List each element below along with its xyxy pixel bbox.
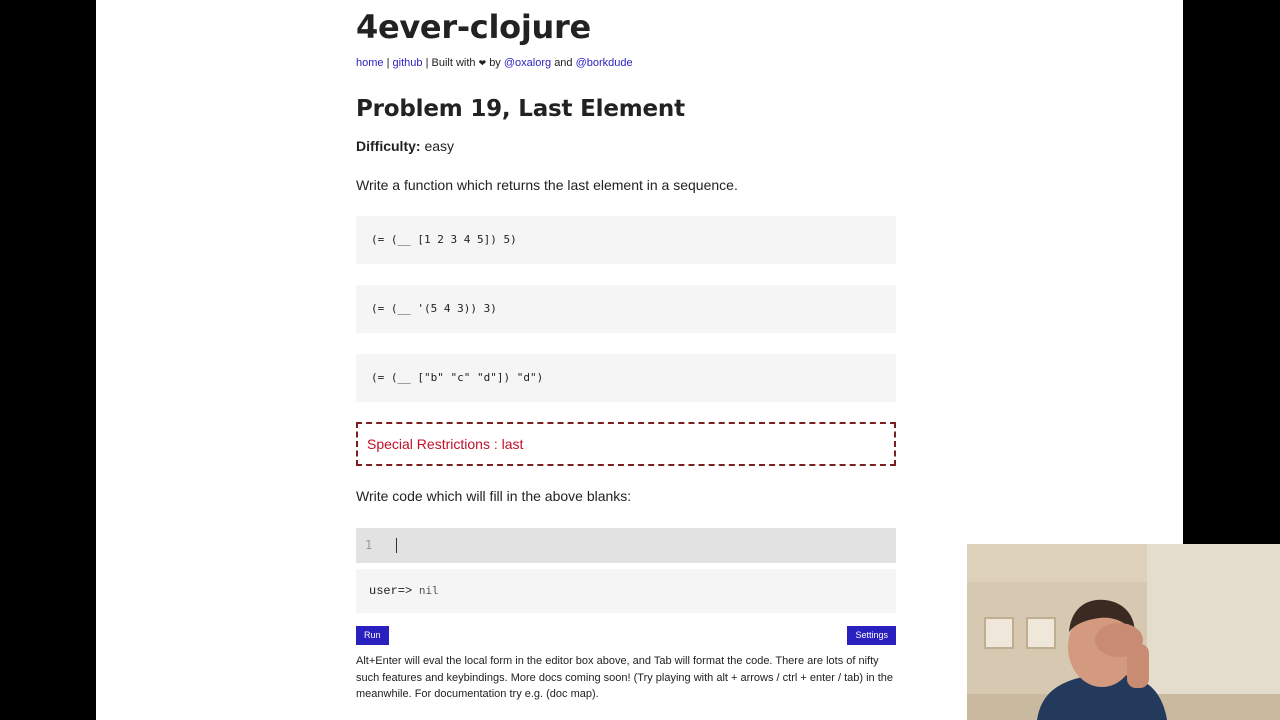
- webcam-video: [967, 544, 1280, 720]
- test-case: (= (__ [1 2 3 4 5]) 5): [356, 216, 896, 264]
- code-editor[interactable]: [356, 528, 896, 563]
- editor-instruction: Write code which will fill in the above blanks:: [356, 488, 632, 504]
- repl-result: nil: [418, 584, 439, 597]
- problem-description: Write a function which returns the last element in a sequence.: [356, 177, 738, 193]
- nav-separator: |: [386, 57, 390, 69]
- difficulty: [356, 138, 454, 154]
- test-case: (= (__ '(5 4 3)) 3): [356, 285, 896, 333]
- author-oxalorg-link[interactable]: @oxalorg: [503, 57, 552, 69]
- repl-output: [356, 569, 896, 613]
- test-case: (= (__ ["b" "c" "d"]) "d"): [356, 354, 896, 402]
- webcam-overlay: [967, 544, 1280, 720]
- site-title: 4ever-clojure: [356, 8, 591, 46]
- text-cursor: [396, 538, 397, 553]
- line-number: 1: [365, 538, 373, 552]
- settings-button[interactable]: Settings: [847, 626, 896, 645]
- nav-separator: |: [425, 57, 429, 69]
- difficulty-label: Difficulty:: [356, 138, 421, 154]
- repl-prompt: user=>: [369, 584, 413, 598]
- site-nav: [356, 57, 633, 69]
- and-text: and: [554, 57, 573, 69]
- run-button[interactable]: Run: [356, 626, 389, 645]
- problem-title: Problem 19, Last Element: [356, 96, 685, 122]
- home-link[interactable]: home: [356, 57, 384, 69]
- special-restrictions: Special Restrictions : last: [356, 422, 896, 466]
- by-text: by: [489, 57, 501, 69]
- built-with-text: Built with: [431, 57, 476, 69]
- github-link[interactable]: github: [392, 57, 423, 69]
- author-borkdude-link[interactable]: @borkdude: [575, 57, 633, 69]
- heart-icon: ❤: [478, 58, 487, 68]
- difficulty-value: easy: [424, 138, 455, 154]
- help-text: Alt+Enter will eval the local form in the editor box above, and Tab will format the code. There are lots of nifty such features and keybindings. More docs coming soon! (Try playing with alt + arrows / ctrl + enter / tab) in the meanwhile. For documentation try e.g. (doc map).: [356, 655, 894, 700]
